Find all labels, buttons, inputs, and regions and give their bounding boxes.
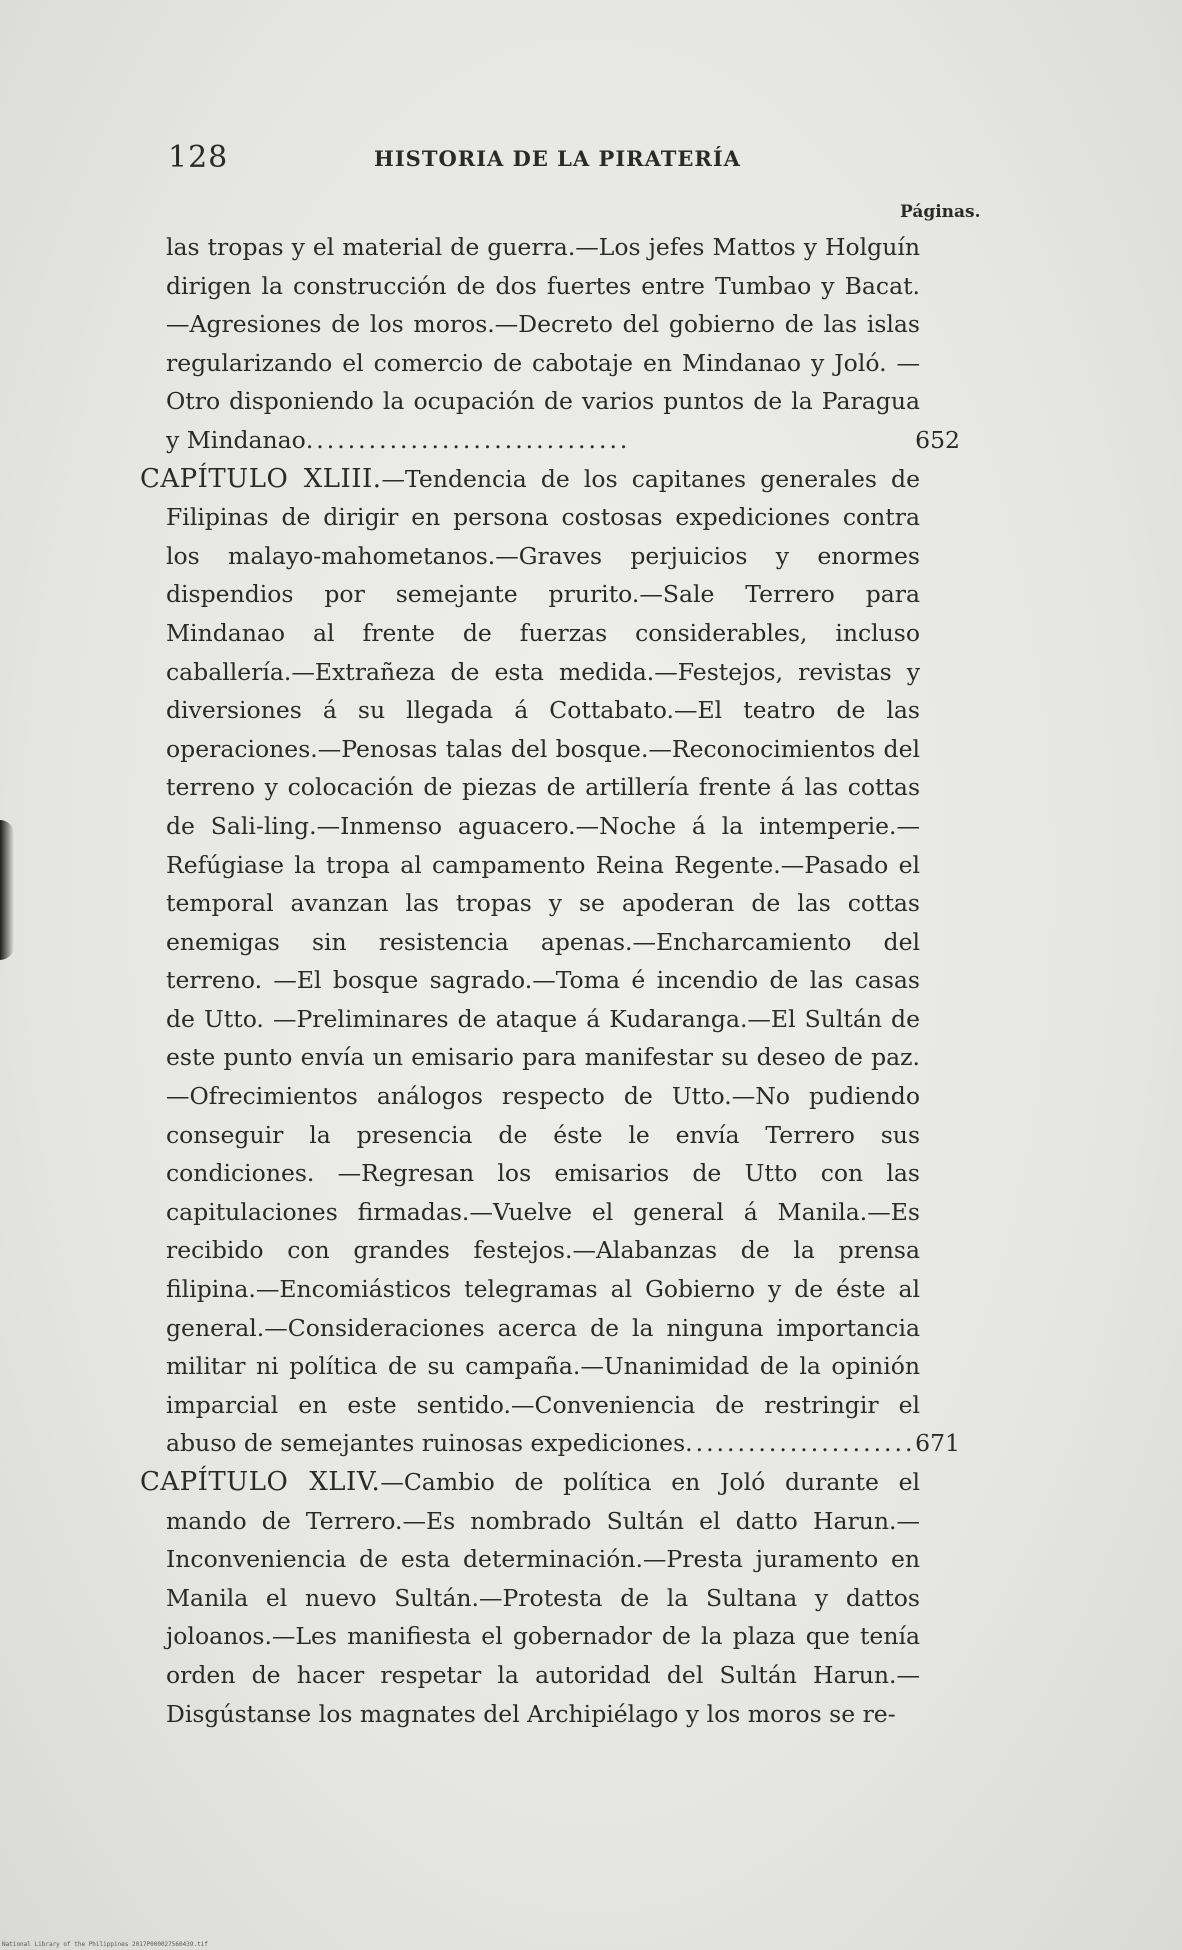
running-head: HISTORIA DE LA PIRATERÍA bbox=[374, 146, 741, 171]
dot-leader: ...................... bbox=[685, 1429, 916, 1458]
toc-entry-text bbox=[140, 228, 920, 460]
toc-entry-text bbox=[140, 460, 920, 1463]
chapter-heading: CAPÍTULO XLIV. bbox=[140, 1467, 381, 1497]
page-number: 128 bbox=[168, 140, 229, 175]
pages-column-label: Páginas. bbox=[900, 202, 981, 222]
toc-entry-summary: —Tendencia de los capitanes generales de Filipinas de dirigir en persona costosas expediciones contra los malayo-mahometanos.—Graves perjuicios y enormes dispendios por semejante prurito.—Sale Terrero para Mindanao al frente de fuerzas considerables, incluso caballería.—Extrañeza de esta medida.—Festejos, revistas y diversiones á su llegada á Cottabato.—El teatro de las operaciones.—Penosas talas del bosque.—Reconocimientos del terreno y colocación de piezas de artillería frente á las cottas de Sali-ling.—Inmenso aguacero.—Noche á la intemperie.—Refúgiase la tropa al campamento Reina Regente.—Pasado el temporal avanzan las tropas y se apoderan de las cottas enemigas sin resistencia apenas.—Encharcamiento del terreno. —El bosque sagrado.—Toma é incendio de las casas de Utto. —Preliminares de ataque á Kudaranga.—El Sultán de este punto envía un emisario para manifestar su deseo de paz.—Ofrecimientos análogos respecto de Utto.—No pudiendo conseguir la presencia de éste le envía Terrero sus condiciones. —Regresan los emisarios de Utto con las capitulaciones firmadas.—Vuelve el general á Manila.—Es recibido con grandes festejos.—Alabanzas de la prensa filipina.—Encomiásticos telegramas al Gobierno y de éste al general.—Consideraciones acerca de la ninguna importancia militar ni política de su campaña.—Unanimidad de la opinión imparcial en este sentido.—Conveniencia de restringir el abuso de semejantes ruinosas expediciones bbox=[166, 464, 920, 1458]
page-header bbox=[168, 140, 928, 180]
toc-page-number: 671 bbox=[915, 1429, 960, 1458]
binding-shadow bbox=[0, 820, 14, 960]
toc-entry-summary: —Cambio de política en Joló durante el mando de Terrero.—Es nombrado Sultán el datto Harun.—Inconveniencia de esta determinación.—Presta juramento en Manila el nuevo Sultán.—Protesta de la Sultana y dattos joloanos.—Les manifiesta el gobernador de la plaza que tenía orden de hacer respetar la autoridad del Sultán Harun.—Disgústanse los magnates del Archipiélago y los moros se re- bbox=[166, 1468, 921, 1728]
toc-entry bbox=[140, 460, 960, 1463]
toc-entry-summary: las tropas y el material de guerra.—Los jefes Mattos y Holguín dirigen la construcción de dos fuertes entre Tumbao y Bacat. —Agresiones de los moros.—Decreto del gobierno de las islas regularizando el comercio de cabotaje en Mindanao y Joló. —Otro disponiendo la ocupación de varios puntos de la Paragua y Mindanao bbox=[166, 233, 920, 454]
table-of-contents bbox=[140, 228, 960, 1733]
chapter-heading: CAPÍTULO XLIII. bbox=[140, 463, 382, 494]
library-stamp: National Library of the Philippines 2017P000027560439.tif bbox=[2, 1941, 208, 1948]
toc-entry bbox=[140, 228, 960, 460]
toc-entry bbox=[140, 1463, 960, 1733]
dot-leader: ............................... bbox=[305, 425, 631, 454]
toc-entry-text bbox=[140, 1463, 920, 1733]
toc-page-number: 652 bbox=[915, 425, 960, 454]
